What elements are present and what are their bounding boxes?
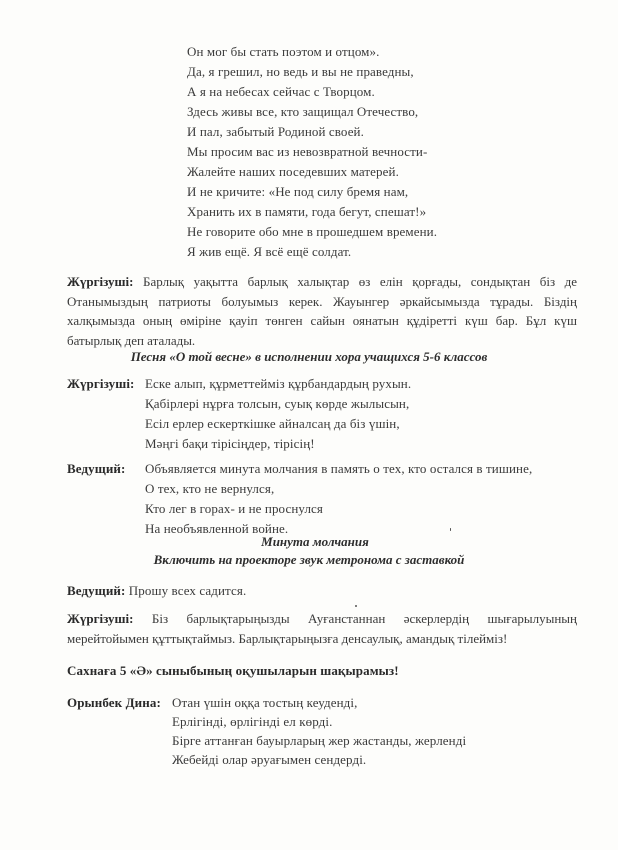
verse-line: Ерлігінді, өрлігінді ел көрді. bbox=[172, 714, 333, 729]
presenter-paragraph-1 bbox=[67, 272, 577, 350]
verse-line: О тех, кто не вернулся, bbox=[145, 481, 275, 496]
paragraph-text: Барлық уақытта барлық халықтар өз елін қорғады, сондықтан біз де Отанымыздың патриоты болуымыз керек. Жауынгер әркайсымызда тұрады. Біздің халқымызда оның өміріне қауіп төнген сайын оянатын құдіретті күш бар. Бұл күш батырлық деп аталады. bbox=[67, 274, 578, 348]
poem-line: Он мог бы стать поэтом и отцом». bbox=[187, 44, 380, 59]
paragraph-text: Біз барлықтарыңызды Ауғанстаннан әскерлердің шығарылуының мерейтойымен құттықтаймыз. Барлықтарыңызға денсаулық, амандық тілейміз! bbox=[67, 611, 577, 646]
poem-line: А я на небесах сейчас с Творцом. bbox=[187, 84, 375, 99]
speaker-label: Орынбек Дина: bbox=[67, 695, 161, 710]
verse-line: Бірге аттанған бауырларың жер жастанды, жерлендi bbox=[172, 733, 467, 748]
scan-speck bbox=[450, 528, 451, 531]
verse-line: Объявляется минута молчания в память о тех, кто остался в тишине, bbox=[145, 461, 533, 476]
poem-line: Мы просим вас из невозвратной вечности- bbox=[187, 144, 428, 159]
verse-line: Жебейді олар әруағымен сендерді. bbox=[172, 752, 367, 767]
poem-line: Я жив ещё. Я всё ещё солдат. bbox=[187, 244, 352, 259]
verse-line: Кто лег в горах- и не проснулся bbox=[145, 501, 323, 516]
verse-line: На необъявленной войне. bbox=[145, 521, 289, 536]
poem-line: Не говорите обо мне в прошедшем времени. bbox=[187, 224, 438, 239]
poem-line: И не кричите: «Не под силу бремя нам, bbox=[187, 184, 409, 199]
speaker-label: Ведущий: bbox=[67, 461, 126, 476]
poem-line: Хранить их в памяти, года бегут, спешат!» bbox=[187, 204, 427, 219]
verse-line: Мәңгі бақи тірісіңдер, тірісің! bbox=[145, 436, 315, 451]
scan-speck bbox=[355, 605, 357, 607]
presenter-paragraph-2 bbox=[67, 609, 577, 649]
song-title: Песня «О той весне» в исполнении хора учащихся 5-6 классов bbox=[130, 349, 488, 364]
speaker-label: Жүргізуші: bbox=[67, 376, 135, 391]
minute-of-silence-instruction: Включить на проекторе звук метронома с заставкой bbox=[153, 552, 465, 567]
poem-line: И пал, забытый Родиной своей. bbox=[187, 124, 364, 139]
verse-line: Еске алып, құрметтейміз құрбандардың рухын. bbox=[145, 376, 412, 391]
verse-line: Қабірлері нұрға толсын, суық көрде жылысын, bbox=[145, 396, 410, 411]
host-line bbox=[67, 583, 246, 599]
host-text: Прошу всех садится. bbox=[128, 583, 247, 598]
minute-of-silence-title: Минута молчания bbox=[261, 534, 369, 549]
verse-line: Есіл ерлер ескерткішке айналсаң да біз үшін, bbox=[145, 416, 400, 431]
poem-line: Да, я грешил, но ведь и вы не праведны, bbox=[187, 64, 414, 79]
speaker-label: Жүргізуші: bbox=[67, 611, 134, 626]
poem-line: Здесь живы все, кто защищал Отечество, bbox=[187, 104, 419, 119]
speaker-label: Жүргізуші: bbox=[67, 274, 134, 289]
speaker-label: Ведущий: bbox=[67, 583, 126, 598]
verse-line: Отан үшін оққа тостың кеуденді, bbox=[172, 695, 358, 710]
stage-invitation: Сахнаға 5 «Ә» сыныбының оқушыларын шақырамыз! bbox=[67, 663, 399, 678]
poem-line: Жалейте наших поседевших матерей. bbox=[187, 164, 399, 179]
